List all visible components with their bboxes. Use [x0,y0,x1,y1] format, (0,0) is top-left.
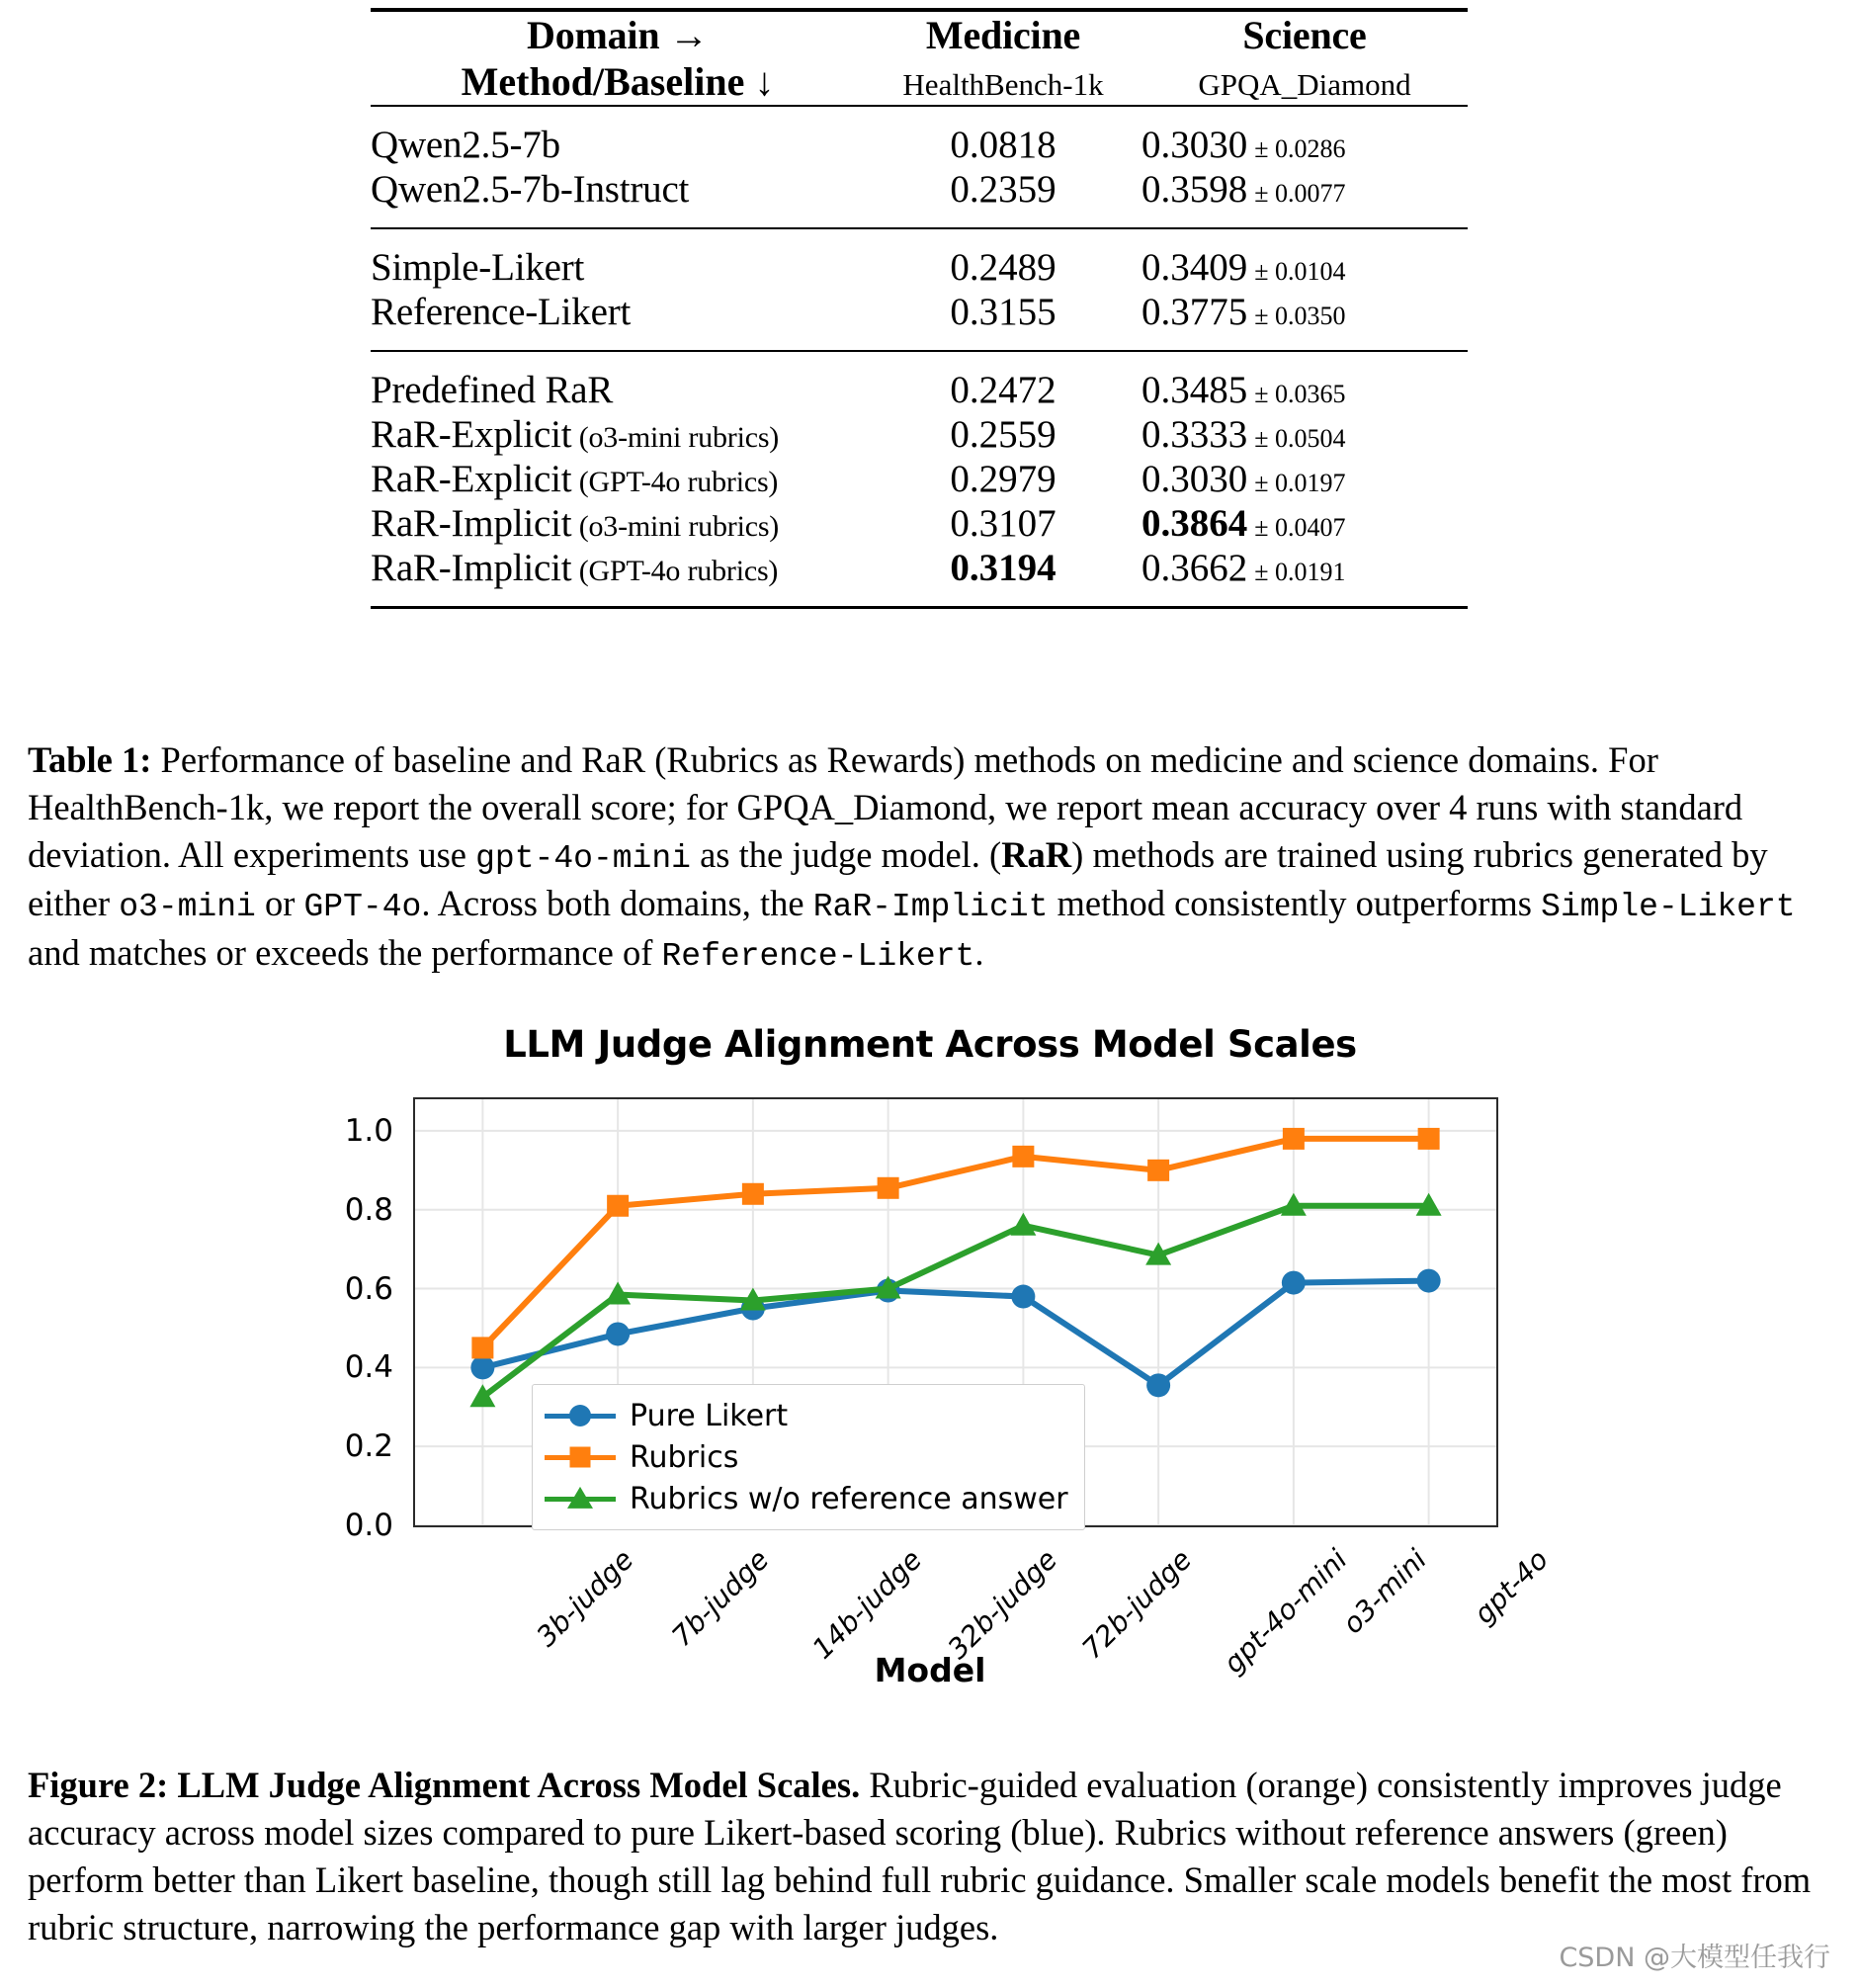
data-point [1417,1269,1441,1293]
caption-fragment: Performance of baseline and RaR (Rubrics as Rewards) methods on medicine and science domains. For HealthBench-1k, we report the overall score; for GPQA_Diamond, we report mean accuracy over 4 runs with standard deviation. All experiments use [28,739,1743,875]
data-point [607,1195,629,1217]
y-axis-tick-label: 0.6 [344,1270,393,1307]
science-mean: 0.3409 [1141,246,1248,289]
cell-science-score [1141,546,1468,608]
legend-line-swatch [545,1455,616,1460]
cell-medicine-score: 0.2489 [950,246,1057,289]
table-row [371,501,1468,546]
cell-method: RaR-Implicit (o3-mini rubrics) [371,502,780,545]
table-row [371,457,1468,501]
header-healthbench: HealthBench-1k [902,67,1104,102]
table-header-row-2 [371,58,1468,106]
chart-plot-area [413,1097,1498,1527]
caption-fragment: Rubric-guided evaluation (orange) consistently improves judge accuracy across model sizes compared to pure Likert-based scoring (blue). Rubrics without reference answers (green) perform better than Likert baseline, though still lag behind full rubric guidance. Smaller scale models benefit the most from rubric structure, narrowing the performance gap with larger judges. [28,1765,1812,1947]
science-mean: 0.3030 [1141,124,1248,166]
legend-marker-triangle [567,1487,593,1509]
table-header [371,10,1468,106]
x-axis-tick-label: gpt-4o-mini [1217,1543,1354,1681]
chart-xlabel: Model [874,1651,986,1689]
cell-science-score [1141,106,1468,167]
table-caption-body [28,739,1796,973]
legend-item[interactable] [545,1436,1068,1478]
caption-fragment: RaR [1001,833,1072,875]
cell-method: Qwen2.5-7b-Instruct [371,168,690,211]
legend-line-swatch [545,1497,616,1502]
data-point [1283,1128,1305,1150]
cell-method: Predefined RaR [371,369,614,411]
cell-science-score [1141,412,1468,457]
cell-science-score [1141,501,1468,546]
cell-medicine-score: 0.2359 [950,168,1057,211]
science-stddev: ± 0.0104 [1254,257,1346,286]
science-stddev: ± 0.0365 [1254,380,1346,408]
data-point [470,1355,494,1379]
caption-fragment: LLM Judge Alignment Across Model Scales. [177,1765,861,1805]
figure-caption [28,1762,1844,1951]
cell-method-qualifier: (GPT-4o rubrics) [571,466,779,498]
caption-fragment: . [974,931,984,973]
caption-fragment: o3-mini [119,889,256,926]
x-axis-tick-label: 3b-judge [530,1543,640,1654]
science-mean: 0.3485 [1141,369,1248,411]
y-axis-tick-label: 0.8 [344,1191,393,1228]
caption-fragment: ) methods are trained using rubrics generated by either [28,833,1768,924]
science-mean: 0.3864 [1141,502,1248,545]
header-medicine: Medicine [925,13,1081,57]
table-header-row-1 [371,10,1468,58]
caption-fragment: Simple-Likert [1541,889,1796,926]
cell-method: RaR-Implicit (GPT-4o rubrics) [371,547,779,589]
legend-item[interactable] [545,1395,1068,1436]
science-stddev: ± 0.0197 [1254,469,1346,497]
caption-fragment: or [255,883,304,924]
caption-fragment: gpt-4o-mini [475,839,691,877]
x-axis-tick-label: 32b-judge [941,1543,1063,1666]
cell-science-score [1141,351,1468,412]
legend-label: Rubrics w/o reference answer [630,1481,1068,1516]
data-point [1146,1373,1170,1397]
data-point [1011,1285,1035,1309]
x-axis-tick-label: gpt-4o [1467,1543,1555,1631]
cell-medicine-score: 0.2979 [950,458,1057,500]
header-science: Science [1242,13,1367,57]
data-point [1010,1213,1036,1236]
caption-fragment: GPT-4o [303,889,422,926]
cell-science-score [1141,228,1468,290]
chart-title: LLM Judge Alignment Across Model Scales [503,1023,1357,1066]
header-domain-label: Domain → [527,13,709,57]
y-axis-tick-label: 1.0 [344,1112,393,1149]
legend-marker-square [570,1447,591,1468]
results-table-container [371,8,1468,609]
y-axis-tick-label: 0.0 [344,1508,393,1543]
cell-method-qualifier: (o3-mini rubrics) [571,510,780,543]
table-caption-label: Table 1: [28,739,152,780]
cell-method: Reference-Likert [371,291,632,333]
figure-chart [0,998,1860,1730]
data-point [471,1337,493,1358]
y-axis-tick-label: 0.2 [344,1428,393,1465]
data-point [742,1183,764,1205]
figure-caption-label: Figure 2: [28,1765,169,1805]
data-point [1147,1160,1169,1181]
table-body [371,106,1468,608]
caption-fragment: Reference-Likert [661,937,975,975]
legend-line-swatch [545,1414,616,1419]
cell-science-score [1141,290,1468,351]
cell-method: RaR-Explicit (o3-mini rubrics) [371,413,780,456]
cell-method-qualifier: (o3-mini rubrics) [571,421,780,454]
data-point [1012,1146,1034,1167]
table-row [371,228,1468,290]
cell-medicine-score: 0.3155 [950,291,1057,333]
science-mean: 0.3775 [1141,291,1248,333]
x-axis-tick-label: o3-mini [1335,1543,1433,1641]
cell-method: RaR-Explicit (GPT-4o rubrics) [371,458,779,500]
cell-method: Simple-Likert [371,246,585,289]
science-stddev: ± 0.0191 [1254,558,1346,586]
x-axis-tick-label: 14b-judge [805,1543,929,1666]
legend-marker-circle [569,1405,591,1426]
series-line-square [482,1139,1428,1348]
legend-label: Pure Likert [630,1398,789,1433]
cell-medicine-score: 0.2472 [950,369,1057,411]
science-stddev: ± 0.0286 [1254,134,1346,163]
table-row [371,546,1468,608]
table-row [371,351,1468,412]
table-row [371,412,1468,457]
chart-legend [532,1384,1085,1530]
caption-fragment: and matches or exceeds the performance of [28,931,662,973]
results-table [371,8,1468,609]
science-stddev: ± 0.0504 [1254,424,1346,453]
table-caption [28,736,1844,978]
science-mean: 0.3662 [1141,547,1248,589]
cell-method: Qwen2.5-7b [371,124,560,166]
data-point [878,1177,899,1199]
watermark: CSDN @大模型任我行 [1559,1943,1830,1973]
caption-fragment: RaR-Implicit [812,889,1049,926]
cell-science-score [1141,167,1468,228]
caption-fragment: . Across both domains, the [421,883,813,924]
cell-science-score [1141,457,1468,501]
figure-caption-body [28,1765,1811,1947]
legend-label: Rubrics [630,1439,739,1475]
data-point [1418,1128,1440,1150]
caption-fragment: as the judge model. ( [690,833,1002,875]
legend-item[interactable] [545,1478,1068,1519]
science-mean: 0.3333 [1141,413,1248,456]
header-method-label: Method/Baseline ↓ [461,59,775,104]
table-row [371,106,1468,167]
caption-fragment: method consistently outperforms [1048,883,1542,924]
cell-method-qualifier: (GPT-4o rubrics) [571,555,779,587]
cell-medicine-score: 0.0818 [950,124,1057,166]
cell-medicine-score: 0.3107 [950,502,1057,545]
cell-medicine-score: 0.2559 [950,413,1057,456]
science-stddev: ± 0.0407 [1254,513,1346,542]
table-row [371,167,1468,228]
science-stddev: ± 0.0350 [1254,302,1346,330]
table-row [371,290,1468,351]
y-axis-tick-label: 0.4 [344,1349,393,1386]
x-axis-tick-label: 72b-judge [1075,1543,1199,1666]
data-point [1282,1271,1306,1295]
x-axis-tick-label: 7b-judge [665,1543,776,1654]
cell-medicine-score: 0.3194 [950,547,1057,589]
science-mean: 0.3030 [1141,458,1248,500]
science-stddev: ± 0.0077 [1254,179,1346,208]
header-gpqa: GPQA_Diamond [1198,67,1411,102]
science-mean: 0.3598 [1141,168,1248,211]
data-point [606,1322,630,1345]
